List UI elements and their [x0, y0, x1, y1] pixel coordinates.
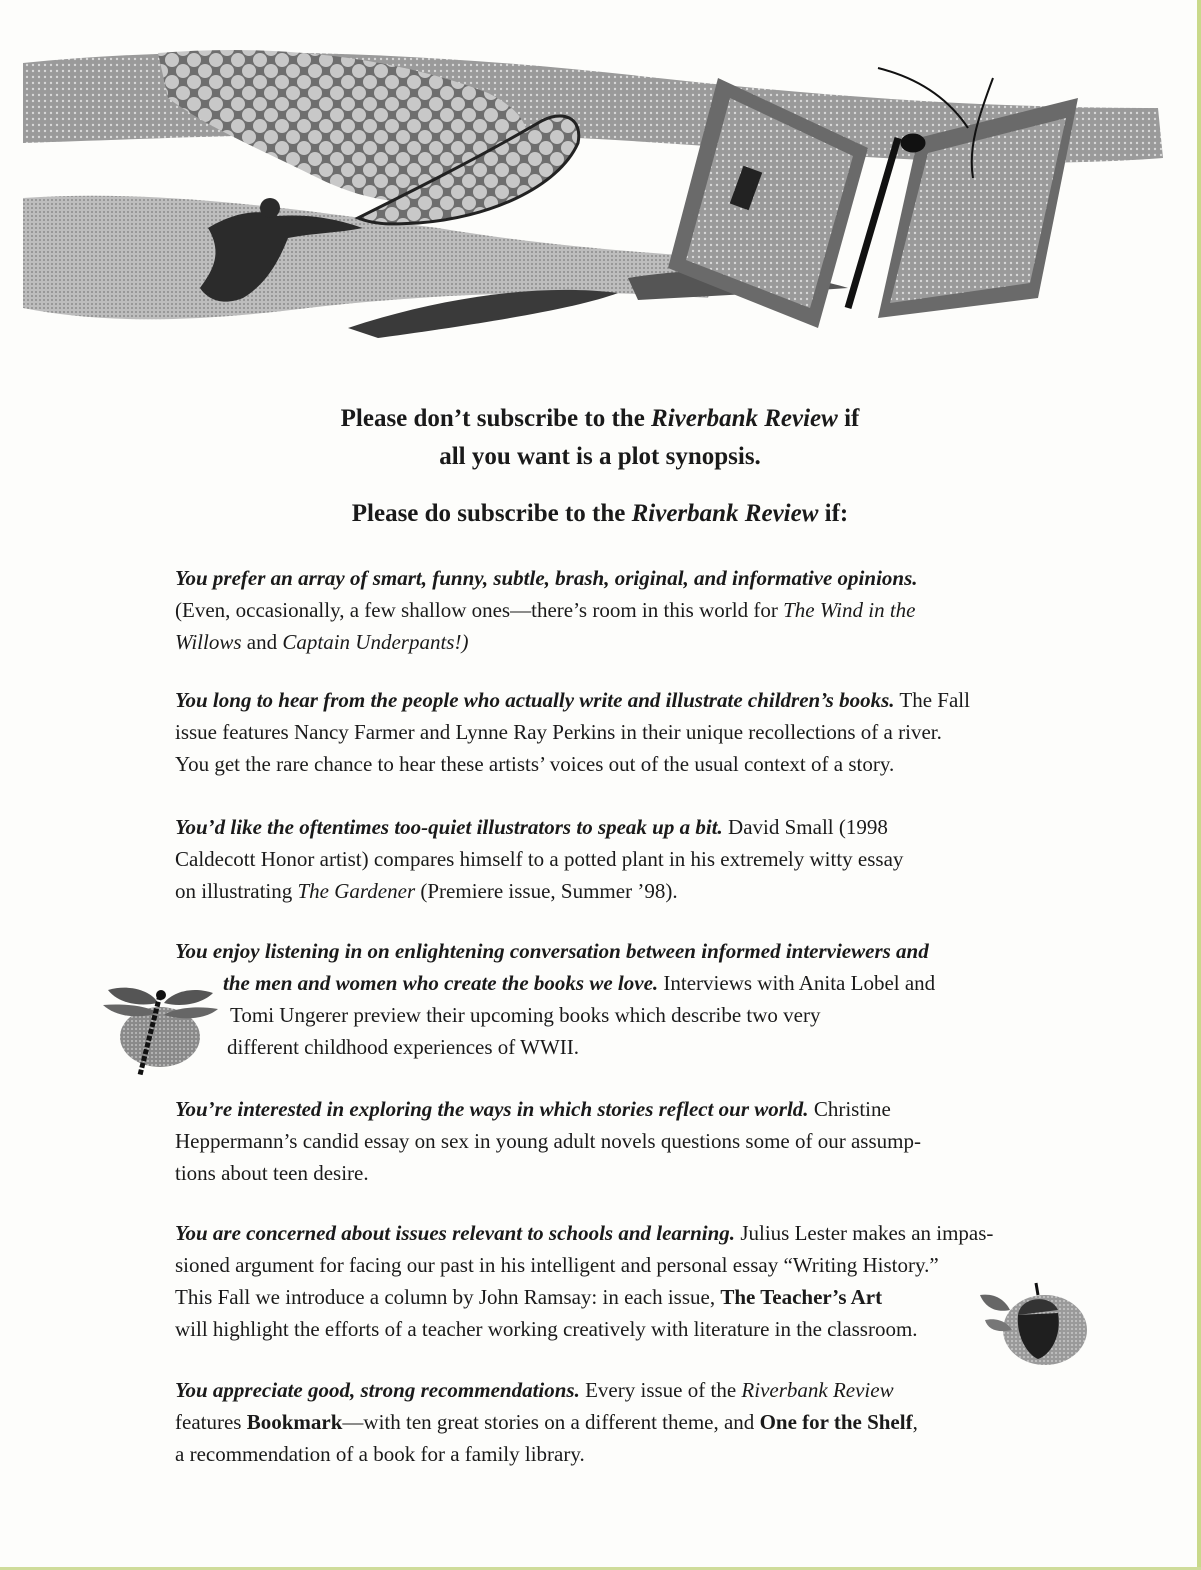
reason-world: You’re interested in exploring the ways in which stories reflect our world. Christine Heppermann’s candid essay on sex in young adult novels questions some of our assump- tions about teen desire.	[175, 1097, 921, 1185]
acorn-illustration	[970, 1275, 1095, 1375]
subhead: Please do subscribe to the Riverbank Review if:	[351, 500, 849, 527]
reason-opinions: You prefer an array of smart, funny, subtle, brash, original, and informative opinions. (Even, occasionally, a few shallow ones—there’s room in this world for The Wind in the Willows and Captain Underpants!)	[175, 566, 918, 654]
headline	[200, 400, 1000, 476]
reason-illustrators: You’d like the oftentimes too-quiet illustrators to speak up a bit. David Small (1998 Caldecott Honor artist) compares himself to a potted plant in his extremely witty essay on illustrating The Gardener (Premiere issue, Summer ’98).	[175, 815, 904, 903]
reason-interviews: You enjoy listening in on enlightening conversation between informed interviewers and the men and women who create the books we love. Interviews with Anita Lobel and Tomi Ungerer preview their upcoming books which describe two very different childhood experiences of WWII.	[175, 939, 936, 1059]
reason-recommendations: You appreciate good, strong recommendations. Every issue of the Riverbank Review features Bookmark—with ten great stories on a different theme, and One for the Shelf, a recommendation of a book for a family library.	[175, 1378, 918, 1466]
dragonfly-illustration	[98, 975, 223, 1080]
reason-schools: You are concerned about issues relevant to schools and learning. Julius Lester makes an impas- sioned argument for facing our past in his intelligent and personal essay “Writing History.” This Fall we introduce a column by John Ramsay: in each issue, The Teacher’s Art will highlight the efforts of a teacher working creatively with literature in the classroom.	[175, 1221, 994, 1341]
page-edge-right	[1197, 0, 1201, 1570]
reason-authors: You long to hear from the people who actually write and illustrate children’s books. The Fall issue features Nancy Farmer and Lynne Ray Perkins in their unique recollections of a river. You get the rare chance to hear these artists’ voices out of the usual context of a story.	[175, 688, 970, 776]
headline-line1: Please don’t subscribe to the Riverbank Review if	[340, 405, 860, 432]
banner-illustration	[18, 38, 1168, 348]
headline-line2: all you want is a plot synopsis.	[439, 443, 761, 470]
